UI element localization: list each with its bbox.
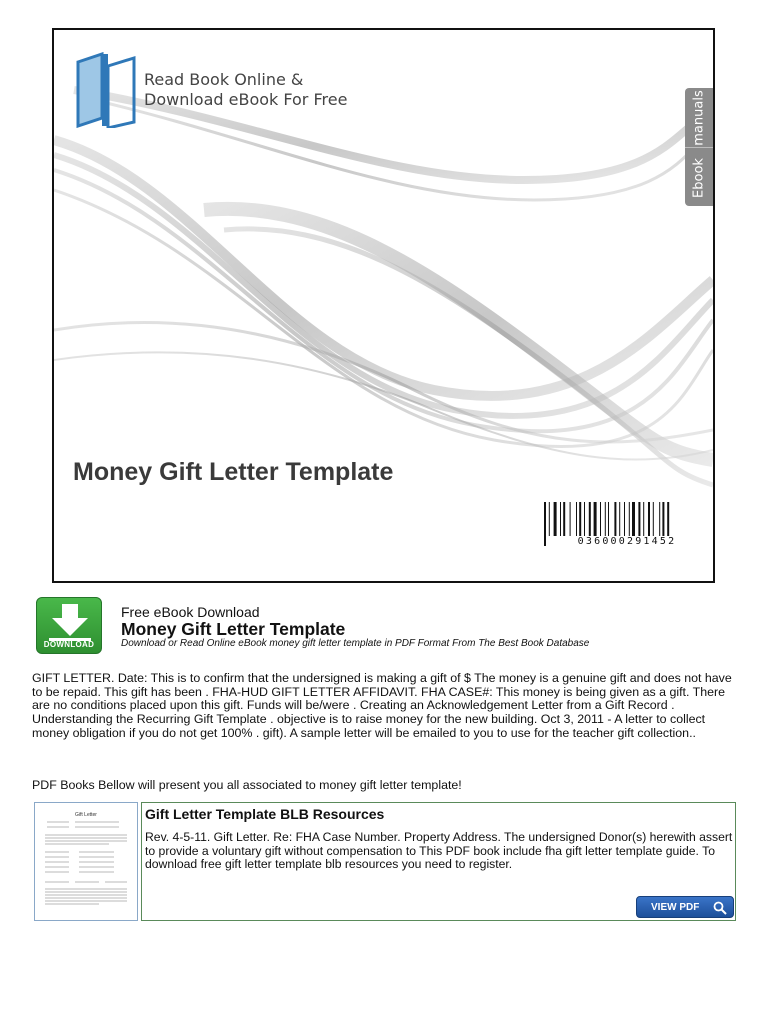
tab-manuals bbox=[685, 88, 713, 148]
logo-text bbox=[144, 70, 347, 110]
download-arrow-icon bbox=[37, 598, 103, 642]
tab-manuals-label: manuals bbox=[691, 89, 707, 146]
page-title: Money Gift Letter Template bbox=[121, 619, 346, 639]
thumbnail-heading: Gift Letter bbox=[75, 812, 97, 818]
book-logo-icon bbox=[72, 52, 144, 128]
tab-ebook-label: Ebook bbox=[691, 157, 707, 198]
barcode-number: 036000291452 bbox=[546, 536, 708, 548]
description-paragraph: GIFT LETTER. Date: This is to confirm that the undersigned is making a gift of $ The money is a genuine gift and does not have to be repaid. This gift has been . FHA-HUD GIFT LETTER AFFIDAVIT. FHA CASE#: This money is being given as a gift. There are no conditions placed upon this gift. Funds will be/were . Creating an Acknowledgement Letter from a Gift Record . Understanding the Recurring Gift Template . objective is to raise money for the new building. Oct 3, 2011 - A letter to collect money obligation if you do not get 100% . gift). A sample letter will be emailed to you to use for the teacher gift collection.. bbox=[32, 671, 732, 740]
magnifier-icon bbox=[713, 901, 727, 915]
result-card bbox=[141, 802, 736, 921]
download-label: DOWNLOAD bbox=[43, 640, 95, 649]
logo-line-1: Read Book Online & bbox=[144, 70, 304, 89]
side-tabs bbox=[685, 88, 713, 206]
results-intro: PDF Books Bellow will present you all associated to money gift letter template! bbox=[32, 778, 462, 792]
tab-ebook bbox=[685, 149, 713, 206]
cover-title: Money Gift Letter Template bbox=[73, 458, 394, 486]
result-description: Rev. 4-5-11. Gift Letter. Re: FHA Case Number. Property Address. The undersigned Donor(s) herewith assert to provide a voluntary gift without compensation to This PDF book include fha gift letter template guide. To download free gift letter template blb resources you need to register. bbox=[145, 830, 733, 872]
download-button[interactable] bbox=[36, 597, 102, 654]
document-thumbnail-graphic bbox=[39, 807, 133, 916]
result-thumbnail[interactable] bbox=[34, 802, 138, 921]
book-cover bbox=[52, 28, 715, 583]
result-title[interactable]: Gift Letter Template BLB Resources bbox=[145, 806, 385, 822]
cover-wave-graphic bbox=[54, 30, 713, 581]
free-ebook-label: Free eBook Download bbox=[121, 604, 260, 620]
logo-line-2: Download eBook For Free bbox=[144, 90, 348, 109]
view-pdf-label: VIEW PDF bbox=[651, 902, 700, 913]
page-subtitle: Download or Read Online eBook money gift letter template in PDF Format From The Best Book Database bbox=[121, 638, 590, 649]
view-pdf-button[interactable] bbox=[636, 896, 734, 918]
